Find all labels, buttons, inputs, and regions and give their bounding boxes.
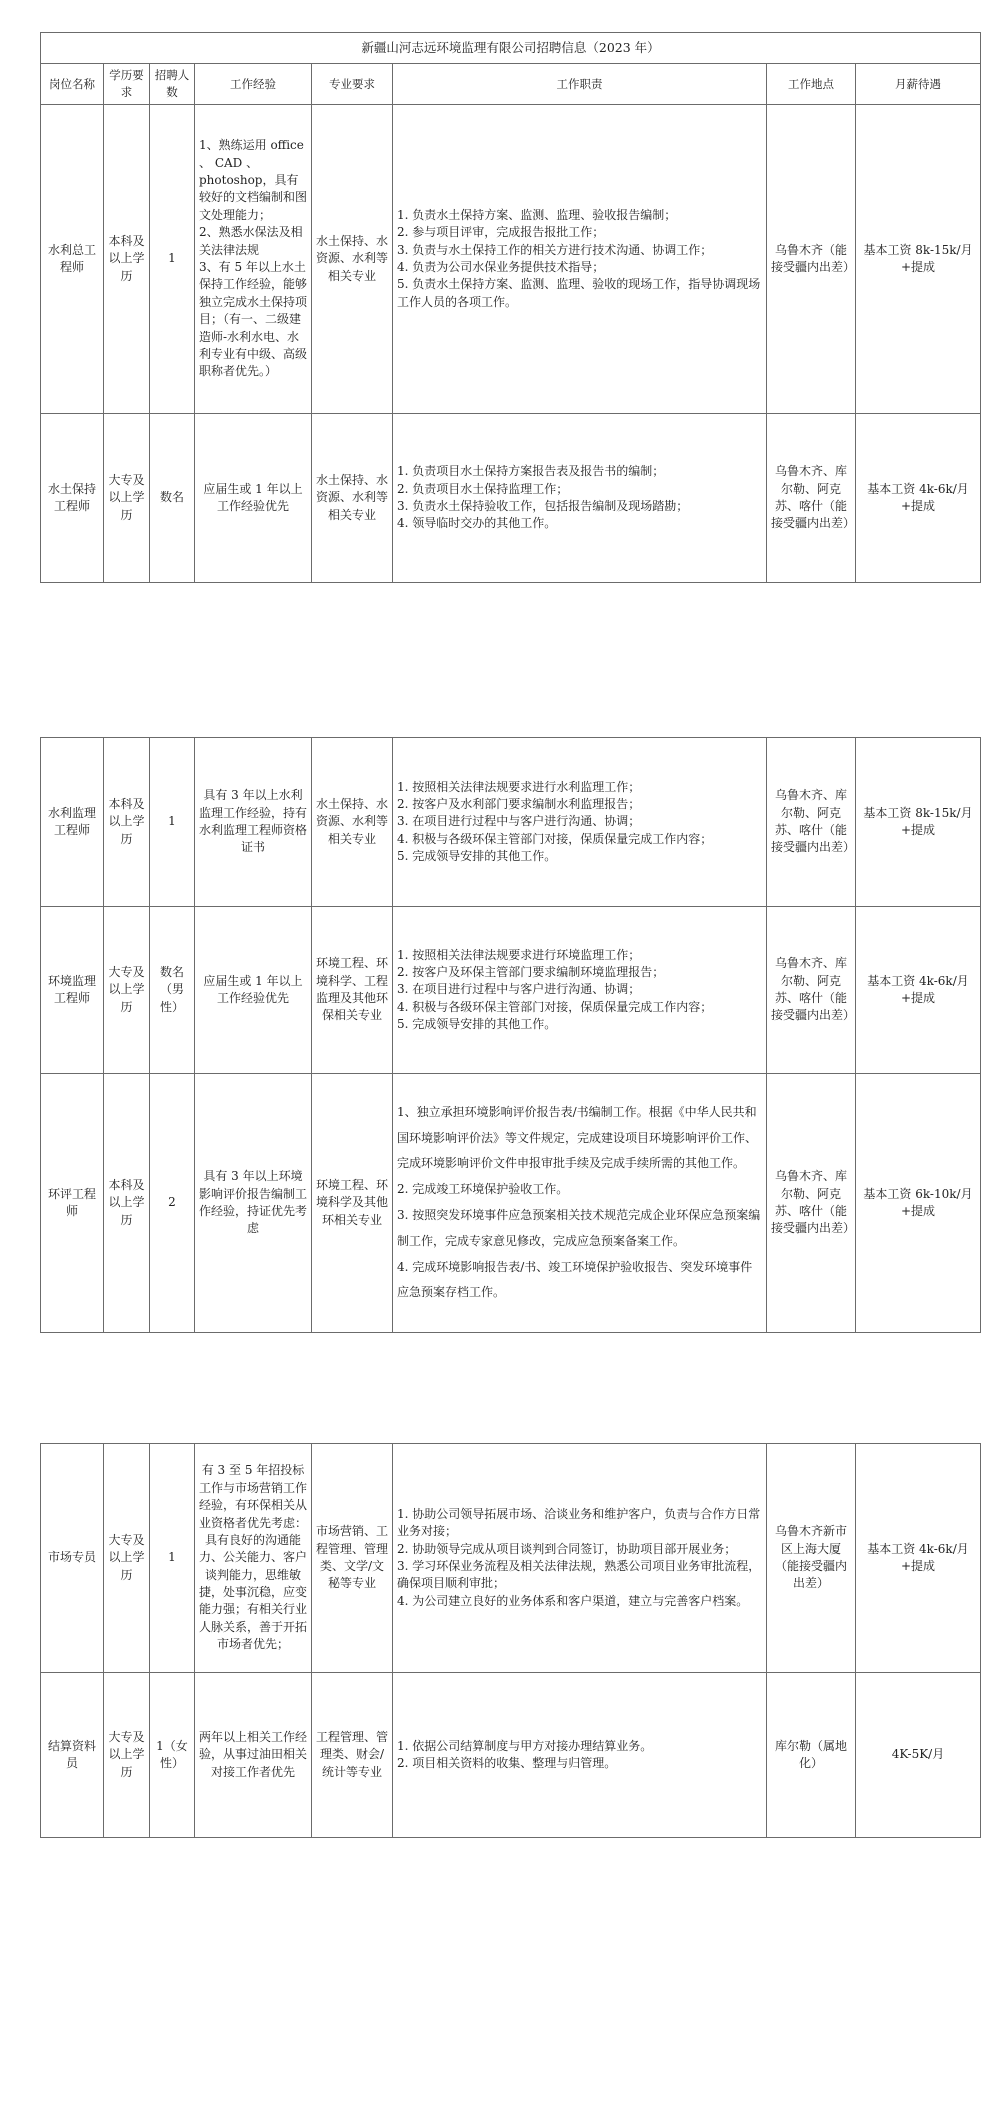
position-cell: 结算资料员 xyxy=(41,1673,104,1838)
recruitment-table-part-1 xyxy=(40,32,981,583)
major-cell: 水土保持、水资源、水利等相关专业 xyxy=(312,105,393,414)
salary-cell: 基本工资 8k-15k/月+提成 xyxy=(856,738,981,907)
position-cell: 环评工程师 xyxy=(41,1074,104,1333)
count-cell: 数名（男性） xyxy=(150,907,195,1074)
duties-cell: 1. 负责项目水土保持方案报告表及报告书的编制； 2. 负责项目水土保持监理工作； 3. 负责水土保持验收工作，包括报告编制及现场踏勘； 4. 领导临时交办的其他工作。 xyxy=(393,414,767,583)
education-cell: 大专及以上学历 xyxy=(104,1444,150,1673)
experience-cell: 具有 3 年以上环境影响评价报告编制工作经验，持证优先考虑 xyxy=(195,1074,312,1333)
duties-cell: 1. 协助公司领导拓展市场、洽谈业务和维护客户，负责与合作方日常业务对接； 2. 协助领导完成从项目谈判到合同签订，协助项目部开展业务； 3. 学习环保业务流程及相关法律法规，熟悉公司项目业务审批流程，确保项目顺利审批； 4. 为公司建立良好的业务体系和客户渠道，建立与完善客户档案。 xyxy=(393,1444,767,1673)
count-cell: 1 xyxy=(150,738,195,907)
location-cell: 乌鲁木齐（能接受疆内出差） xyxy=(767,105,856,414)
duties-cell: 1. 按照相关法律法规要求进行水利监理工作； 2. 按客户及水利部门要求编制水利监理报告； 3. 在项目进行过程中与客户进行沟通、协调； 4. 积极与各级环保主管部门对接，保质保量完成工作内容； 5. 完成领导安排的其他工作。 xyxy=(393,738,767,907)
location-cell: 乌鲁木齐、库尔勒、阿克苏、喀什（能接受疆内出差） xyxy=(767,907,856,1074)
recruitment-table-part-2 xyxy=(40,737,981,1333)
table-row xyxy=(41,1673,981,1838)
experience-cell: 应届生或 1 年以上工作经验优先 xyxy=(195,907,312,1074)
experience-cell: 有 3 至 5 年招投标工作与市场营销工作经验，有环保相关从业资格者优先考虑： 具有良好的沟通能力、公关能力、客户谈判能力，思维敏捷，处事沉稳，应变能力强；有相关行业人脉关系，善于开拓市场者优先； xyxy=(195,1444,312,1673)
location-cell: 乌鲁木齐、库尔勒、阿克苏、喀什（能接受疆内出差） xyxy=(767,414,856,583)
experience-cell: 两年以上相关工作经验，从事过油田相关对接工作者优先 xyxy=(195,1673,312,1838)
header-position: 岗位名称 xyxy=(41,64,104,105)
experience-cell: 1、熟练运用 office 、 CAD 、photoshop，具有较好的文档编制和图文处理能力； 2、熟悉水保法及相关法律法规 3、有 5 年以上水土保持工作经验，能够独立完成水土保持项目；（有一、二级建造师-水利水电、水利专业有中级、高级职称者优先。） xyxy=(195,105,312,414)
experience-cell: 应届生或 1 年以上工作经验优先 xyxy=(195,414,312,583)
count-cell: 数名 xyxy=(150,414,195,583)
table-header-row xyxy=(41,64,981,105)
location-cell: 乌鲁木齐、库尔勒、阿克苏、喀什（能接受疆内出差） xyxy=(767,738,856,907)
major-cell: 工程管理、管理类、财会/统计等专业 xyxy=(312,1673,393,1838)
major-cell: 水土保持、水资源、水利等相关专业 xyxy=(312,414,393,583)
duties-cell: 1. 依据公司结算制度与甲方对接办理结算业务。 2. 项目相关资料的收集、整理与归管理。 xyxy=(393,1673,767,1838)
header-major: 专业要求 xyxy=(312,64,393,105)
salary-cell: 4K-5K/月 xyxy=(856,1673,981,1838)
header-salary: 月薪待遇 xyxy=(856,64,981,105)
salary-cell: 基本工资 8k-15k/月+提成 xyxy=(856,105,981,414)
location-cell: 库尔勒（属地化） xyxy=(767,1673,856,1838)
education-cell: 本科及以上学历 xyxy=(104,738,150,907)
education-cell: 本科及以上学历 xyxy=(104,1074,150,1333)
table-row xyxy=(41,414,981,583)
duties-cell: 1、独立承担环境影响评价报告表/书编制工作。根据《中华人民共和国环境影响评价法》等文件规定，完成建设项目环境影响评价工作、完成环境影响评价文件申报审批手续及完成手续所需的其他工作。 2. 完成竣工环境保护验收工作。 3. 按照突发环境事件应急预案相关技术规范完成企业环保应急预案编制工作，完成专家意见修改，完成应急预案备案工作。 4. 完成环境影响报告表/书、竣工环境保护验收报告、突发环境事件应急预案存档工作。 xyxy=(393,1074,767,1333)
major-cell: 环境工程、环境科学、工程监理及其他环保相关专业 xyxy=(312,907,393,1074)
table-row xyxy=(41,907,981,1074)
salary-cell: 基本工资 4k-6k/月+提成 xyxy=(856,1444,981,1673)
major-cell: 市场营销、工程管理、管理类、文学/文秘等专业 xyxy=(312,1444,393,1673)
table-row xyxy=(41,1074,981,1333)
position-cell: 水土保持工程师 xyxy=(41,414,104,583)
position-cell: 水利总工程师 xyxy=(41,105,104,414)
count-cell: 1 xyxy=(150,105,195,414)
count-cell: 2 xyxy=(150,1074,195,1333)
table-row xyxy=(41,1444,981,1673)
header-education: 学历要求 xyxy=(104,64,150,105)
position-cell: 环境监理工程师 xyxy=(41,907,104,1074)
education-cell: 大专及以上学历 xyxy=(104,1673,150,1838)
salary-cell: 基本工资 6k-10k/月+提成 xyxy=(856,1074,981,1333)
duties-cell: 1. 负责水土保持方案、监测、监理、验收报告编制； 2. 参与项目评审，完成报告报批工作； 3. 负责与水土保持工作的相关方进行技术沟通、协调工作； 4. 负责为公司水保业务提供技术指导； 5. 负责水土保持方案、监测、监理、验收的现场工作，指导协调现场工作人员的各项工作。 xyxy=(393,105,767,414)
education-cell: 本科及以上学历 xyxy=(104,105,150,414)
position-cell: 市场专员 xyxy=(41,1444,104,1673)
experience-cell: 具有 3 年以上水利监理工作经验，持有水利监理工程师资格证书 xyxy=(195,738,312,907)
count-cell: 1（女性） xyxy=(150,1673,195,1838)
header-duties: 工作职责 xyxy=(393,64,767,105)
count-cell: 1 xyxy=(150,1444,195,1673)
table-title: 新疆山河志远环境监理有限公司招聘信息（2023 年） xyxy=(41,33,981,64)
recruitment-table-part-3 xyxy=(40,1443,981,1838)
salary-cell: 基本工资 4k-6k/月+提成 xyxy=(856,414,981,583)
table-row xyxy=(41,738,981,907)
education-cell: 大专及以上学历 xyxy=(104,907,150,1074)
salary-cell: 基本工资 4k-6k/月+提成 xyxy=(856,907,981,1074)
major-cell: 水土保持、水资源、水利等相关专业 xyxy=(312,738,393,907)
major-cell: 环境工程、环境科学及其他环相关专业 xyxy=(312,1074,393,1333)
location-cell: 乌鲁木齐新市区上海大厦（能接受疆内出差） xyxy=(767,1444,856,1673)
header-location: 工作地点 xyxy=(767,64,856,105)
position-cell: 水利监理工程师 xyxy=(41,738,104,907)
education-cell: 大专及以上学历 xyxy=(104,414,150,583)
location-cell: 乌鲁木齐、库尔勒、阿克苏、喀什（能接受疆内出差） xyxy=(767,1074,856,1333)
header-count: 招聘人数 xyxy=(150,64,195,105)
header-experience: 工作经验 xyxy=(195,64,312,105)
table-row xyxy=(41,105,981,414)
duties-cell: 1. 按照相关法律法规要求进行环境监理工作； 2. 按客户及环保主管部门要求编制环境监理报告； 3. 在项目进行过程中与客户进行沟通、协调； 4. 积极与各级环保主管部门对接，保质保量完成工作内容； 5. 完成领导安排的其他工作。 xyxy=(393,907,767,1074)
